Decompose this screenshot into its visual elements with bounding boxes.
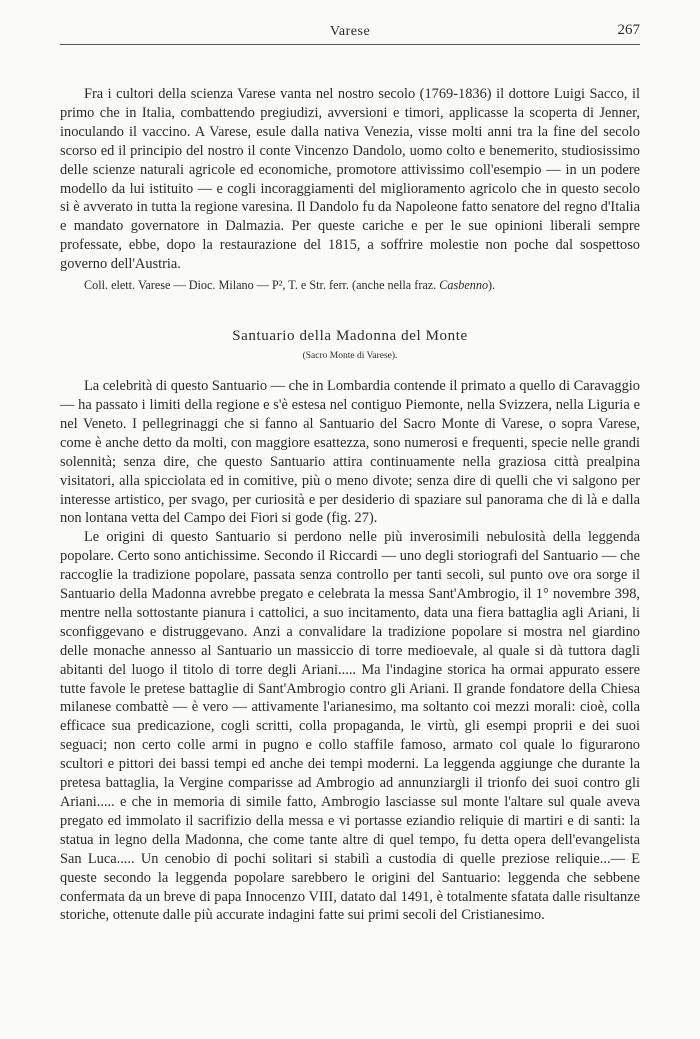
- info-line-text: Coll. elett. Varese — Dioc. Milano — P², T. e Str. ferr. (anche nella fraz.: [84, 278, 440, 293]
- book-page: [60, 22, 640, 925]
- page-number: 267: [617, 22, 640, 38]
- section-subtitle: (Sacro Monte di Varese).: [302, 351, 398, 362]
- running-head-title: Varese: [329, 24, 371, 39]
- info-line-closing: ).: [488, 278, 496, 293]
- section-paragraph-2: Le origini di questo Santuario si perdono nelle più inverosimili nebulosità della leggenda popolare. Certo sono antichissime. Secondo il Riccardi — uno degli storiografi del Santuario — che raccoglie la tradizione popolare, passata senza controllo per tanti secoli, sul punto ove ora sorge il Santuario della Madonna avrebbe pregato e celebrata la messa Sant'Ambrogio, il 1° novembre 398, mentre nella sottostante pianura i cattolici, a suo incitamento, data una fiera battaglia agli Ariani, li sconfiggevano e distruggevano. Anzi a convalidare la tradizione popolare si mostra nel giardino delle monache annesso al Santuario un massiccio di torre medioevale, al quale si dà tuttora dagli abitanti del luogo il titolo di torre degli Ariani..... Ma l'indagine storica ha ormai appurato essere tutte favole le pretese battaglie di Sant'Ambrogio contro gli Ariani. Il grande fondatore della Chiesa milanese combattè — è vero — attivamente l'arianesimo, ma soltanto coi mezzi morali: cioè, colla efficace sua predicazione, cogli scritti, colla propaganda, le virtù, gli esempi proprii e dei suoi seguaci; non certo colle armi in pugno e collo staffile famoso, armato col quale lo figurarono scultori e pittori dei bassi tempi ed anche dei tempi moderni. La leggenda aggiunge che durante la pretesa battaglia, la Vergine comparisse ad Ambrogio ad annunziargli il trionfo dei suoi contro gli Ariani..... e che in memoria di simile fatto, Ambrogio lasciasse sul monte l'altare sul quale aveva pregato ed immolato il sacrifizio della messa e vi portasse eziandio reliquie di martiri e di santi: la statua in legno della Madonna, che come tante altre di quel tempo, fu detta opera dell'evangelista San Luca..... Un cenobio di pochi solitari si stabilì a custodia di quelle preziose reliquie...— E queste secondo la leggenda popolare sarebbero le origini del Santuario: leggenda che sebbene confermata da un breve di papa Innocenzo VIII, datato dal 1491, è totalmente sfatata dalle risultanze storiche, ottenute dalle più accurate indagini fatte sui primi secoli del Cristianesimo.: [60, 529, 640, 924]
- info-line-frazione: Casbenno: [439, 278, 489, 293]
- section-title: Santuario della Madonna del Monte: [232, 328, 468, 345]
- running-head: [60, 22, 640, 45]
- electoral-info-line: [60, 277, 640, 294]
- section-paragraph-1: La celebrità di questo Santuario — che in Lombardia contende il primato a quello di Caravaggio — ha passato i limiti della regione e s'è estesa nel contiguo Piemonte, nella Svizzera, nella Liguria e nel Veneto. I pellegrinaggi che si fanno al Santuario del Sacro Monte di Varese, o sopra Varese, come è anche detto da molti, con maggiore esattezza, sono numerosi e frequenti, specie nelle grandi solennità; senza dire, che questo Santuario attira continuamente nella graziosa città prealpina visitatori, alla spicciolata ed in comitive, più o meno divote; senza dire di quelli che vi salgono per interesse artistico, per svago, per curiosità e per desiderio di spaziare sul panorama che di là e dalla non lontana vetta del Campo dei Fiori si gode (fig. 27).: [60, 378, 640, 527]
- intro-paragraph: Fra i cultori della scienza Varese vanta nel nostro secolo (1769-1836) il dottore Luigi Sacco, il primo che in Italia, combattendo pregiudizi, avversioni e timori, applicasse la scoperta di Jenner, inoculando il vaccino. A Varese, esule dalla nativa Venezia, visse molti anni tra la fine del secolo scorso ed il principio del nostro il conte Vincenzo Dandolo, uomo colto e benemerito, studiosissimo delle scienze naturali agricole ed economiche, promotore attivissimo coll'esempio — in un podere modello da lui istituito — e cogli incoraggiamenti del miglioramento agricolo che in questo secolo si è avverato in tutta la regione varesina. Il Dandolo fu da Napoleone fatto senatore del regno d'Italia e mandato governatore in Dalmazia. Per queste cariche e per le sue opinioni liberali sempre professate, ebbe, dopo la restaurazione del 1815, a soffrire molestie non poche dal sospettoso governo dell'Austria.: [60, 86, 640, 273]
